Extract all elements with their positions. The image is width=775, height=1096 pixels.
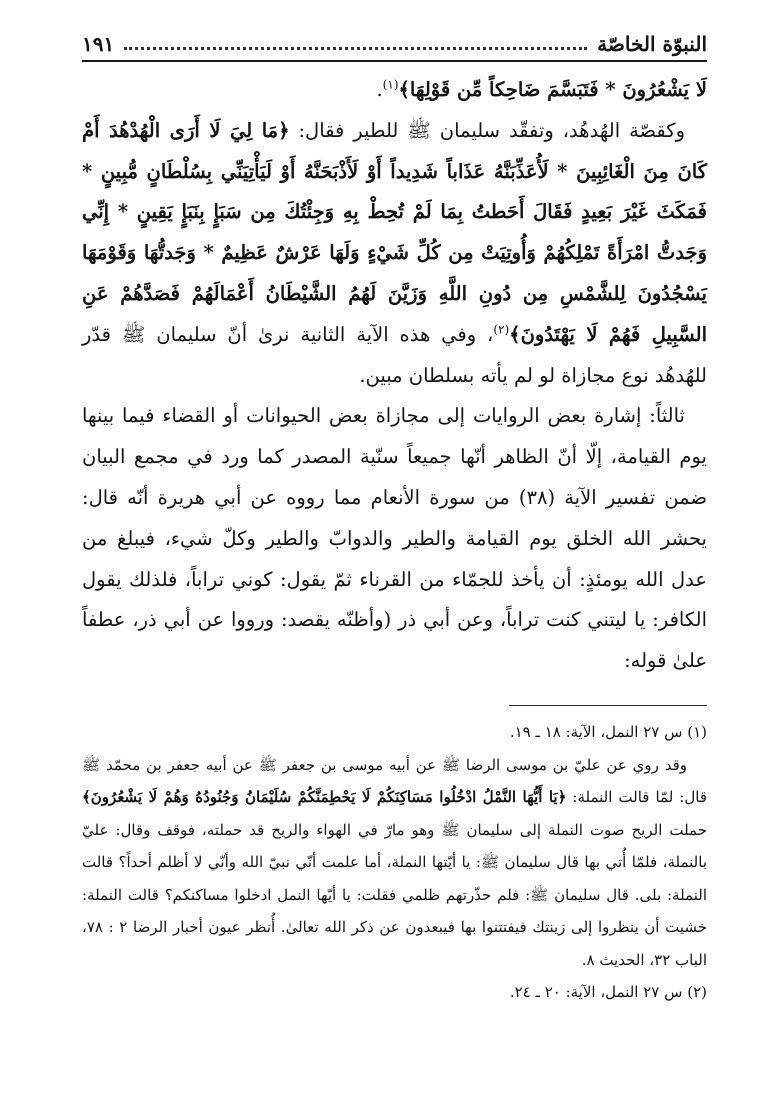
paragraph-commentary: ، وفي هذه الآية الثانية نرىٰ أنّ سليمان ﷺ قدّر للهُدهُد نوع مجازاة لو لم يأته بسلطان مبين. [82,322,707,387]
paragraph-hoopoe [82,111,707,397]
footnote-1: (١) س ٢٧ النمل، الآية: ١٨ ـ ١٩. [509,723,707,741]
quran-quote: ﴿مَا لِيَ لَا أَرَى الْهُدْهُدَ أَمْ كَانَ مِنَ الْغَائِبِينَ * لَأُعَذِّبَنَّهُ عَذَاباً شَدِيداً أَوْ لَأَذْبَحَنَّهُ أَوْ لَيَأْتِيَنِّي بِسُلْطَانٍ مُّبِينٍ * فَمَكَثَ غَيْرَ بَعِيدٍ فَقَالَ أَحَطتُ بِمَا لَمْ تُحِطْ بِهِ وَجِئْتُكَ مِن سَبَإٍ بِنَبَإٍ يَقِينٍ * إِنِّي وَجَدتُّ امْرَأَةً تَمْلِكُهُمْ وَأُوتِيَتْ مِن كُلِّ شَيْءٍ وَلَهَا عَرْشٌ عَظِيمٌ * وَجَدتُّهَا وَقَوْمَهَا يَسْجُدُونَ لِلشَّمْسِ مِن دُونِ اللَّهِ وَزَيَّنَ لَهُمُ الشَّيْطَانُ أَعْمَالَهُمْ فَصَدَّهُمْ عَنِ السَّبِيلِ فَهُمْ لَا يَهْتَدُونَ﴾ [82,118,707,346]
paragraph-verse-ant [82,70,707,111]
leader-dots [124,47,587,50]
footnote-ref-1: (١) [382,77,399,92]
footnote-ref-2: (٢) [493,322,510,337]
footnote-separator [509,705,707,706]
main-text [82,70,707,682]
paragraph-third-point: ثالثاً: إشارة بعض الروايات إلى مجازاة بعض الحيوانات أو القضاء فيما بينها يوم القيامة، إلّا أنّ الظاهر أنّها جميعاً سنّية المصدر كما ورد في مجمع البيان ضمن تفسير الآية (٣٨) من سورة الأنعام مما رووه عن أبي هريرة أنّه قال: يحشر الله الخلق يوم القيامة والطير والدوابّ والطير وكلّ شيء، فيبلغ من عدل الله يومئذٍ: أن يأخذ للجمّاء من القرناء ثمّ يقول: كوني تراباً، فلذلك يقول الكافر: يا ليتني كنت تراباً، وعن أبي ذر (وأظنّه يقصد: ورووا عن أبي ذر، عطفاً علىٰ قوله: [82,404,708,673]
footnote-2: (٢) س ٢٧ النمل، الآية: ٢٠ ـ ٢٤. [509,983,707,1001]
footnotes [82,716,707,1009]
quran-quote: لَا يَشْعُرُونَ * فَتَبَسَّمَ ضَاحِكاً مِّن قَوْلِهَا﴾ [398,78,707,101]
punctuation: . [376,78,383,101]
quran-quote: ﴿يَا أَيُّهَا النَّمْلُ ادْخُلُوا مَسَاكِنَكُمْ لَا يَحْطِمَنَّكُمْ سُلَيْمَانُ وَجُنُودُهُ وَهُمْ لَا يَشْعُرُونَ﴾ [82,788,567,806]
running-title: النبوّة الخاصّة [597,32,707,56]
footnote-1-detail [82,749,707,977]
footnote-detail-text: حملت الريح صوت النملة إلى سليمان ﷺ وهو مارّ في الهواء والريح قد حملته، فوقف وقال: عليّ بالنملة، فلمّا أُتي بها قال سليمان ﷺ: يا أيّتها النملة، أما علمت أنّي نبيّ الله وأنّي لا أظلم أحداً؟ قالت النملة: بلى. قال سليمان ﷺ: فلم حذّرتهم ظلمي فقلت: يا أيّها النمل ادخلوا مساكنكم؟ قالت النملة: خشيت أن ينظروا إلى زينتك فيفتتنوا بها فيبعدون عن ذكر الله تعالىٰ. أُنظر عيون أخبار الرضا ٢ : ٧٨، الباب ٣٢، الحديث ٨. [82,820,707,969]
paragraph-intro: وكقصّة الهُدهُد، وتفقّد سليمان ﷺ للطير فقال: [289,118,685,142]
page-number: ١٩١ [82,32,115,56]
running-header [82,30,707,62]
footnote-detail-text: وقد روي عن عليّ بن موسى الرضا ﷺ عن أبيه موسى بن جعفر ﷺ عن أبيه جعفر بن محمّد ﷺ قال: لمّا قالت النملة: [82,755,707,806]
